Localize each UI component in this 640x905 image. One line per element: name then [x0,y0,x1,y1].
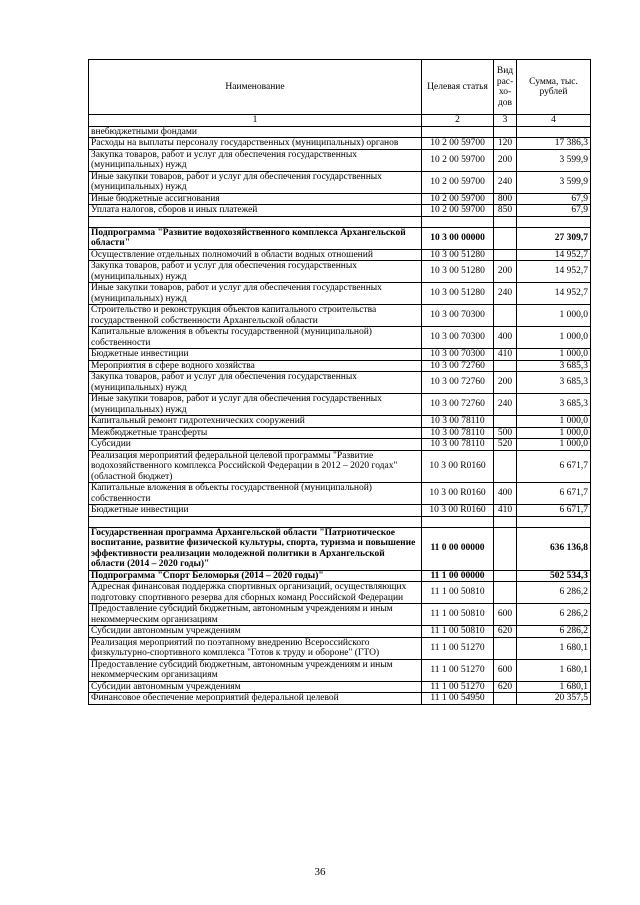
row-name-cell: Мероприятия в сфере водного хозяйства [89,360,422,372]
row-sum-cell: 14 952,7 [517,249,591,261]
row-code-cell: 11 1 00 51270 [422,681,494,693]
table-row [89,394,591,416]
row-name-cell: Закупка товаров, работ и услуг для обеспечения государственных (муниципальных) нужд [89,372,422,394]
row-code-cell: 10 3 00 78110 [422,439,494,451]
row-sum-cell: 3 685,3 [517,360,591,372]
row-name-cell: Субсидии [89,439,422,451]
table-row [89,205,591,217]
row-sum-cell: 3 685,3 [517,394,591,416]
row-code-cell: 10 3 00 00000 [422,227,494,249]
row-sum-cell: 6 671,7 [517,450,591,483]
row-name-cell: Бюджетные инвестиции [89,349,422,361]
row-name-cell: Субсидии автономным учреждениям [89,681,422,693]
row-name-cell: Капитальные вложения в объекты государственной (муниципальной) собственности [89,483,422,505]
column-number-row [89,115,591,127]
table-row [89,527,591,570]
row-code-cell: 11 1 00 50810 [422,604,494,626]
row-code-cell: 10 3 00 78110 [422,416,494,428]
table-row [89,416,591,428]
row-name-cell: Подпрограмма "Развитие водохозяйственного комплекса Архангельской области" [89,227,422,249]
table-row [89,126,591,138]
header-sum: Сумма, тыс. рублей [517,60,591,115]
table-row [89,171,591,193]
row-code-cell: 10 3 00 72760 [422,360,494,372]
row-name-cell: Уплата налогов, сборов и иных платежей [89,205,422,217]
row-vid-cell [494,126,517,138]
row-name-cell: Реализация мероприятий федеральной целевой программы "Развитие водохозяйственного комплекса Российской Федерации в 2012 – 2020 годах" (областной бюджет) [89,450,422,483]
row-sum-cell: 502 534,3 [517,570,591,582]
row-sum-cell: 1 000,0 [517,349,591,361]
row-code-cell: 10 3 00 51280 [422,283,494,305]
row-sum-cell: 1 000,0 [517,439,591,451]
row-vid-cell: 120 [494,138,517,150]
column-number: 4 [517,115,591,127]
row-sum-cell: 1 680,1 [517,659,591,681]
row-sum-cell: 6 286,2 [517,626,591,638]
empty-cell [494,216,517,227]
row-vid-cell [494,416,517,428]
row-code-cell: 10 3 00 72760 [422,394,494,416]
row-name-cell: Предоставление субсидий бюджетным, автономным учреждениям и иным некоммерческим организациям [89,604,422,626]
table-row [89,427,591,439]
row-vid-cell: 400 [494,327,517,349]
row-sum-cell: 27 309,7 [517,227,591,249]
row-code-cell: 10 3 00 51280 [422,249,494,261]
row-vid-cell: 410 [494,505,517,517]
row-name-cell: Предоставление субсидий бюджетным, автономным учреждениям и иным некоммерческим организациям [89,659,422,681]
page-number: 36 [314,866,326,878]
table-row [89,604,591,626]
row-name-cell: Закупка товаров, работ и услуг для обеспечения государственных (муниципальных) нужд [89,149,422,171]
row-name-cell: Адресная финансовая поддержка спортивных организаций, осуществляющих подготовку спортивного резерва для сборных команд Российской Федерации [89,582,422,604]
row-name-cell: Расходы на выплаты персоналу государственных (муниципальных) органов [89,138,422,150]
row-sum-cell: 3 599,9 [517,149,591,171]
row-code-cell: 10 3 00 R0160 [422,505,494,517]
row-vid-cell [494,637,517,659]
row-name-cell: Капитальный ремонт гидротехнических сооружений [89,416,422,428]
row-name-cell: Государственная программа Архангельской области "Патриотическое воспитание, развитие физической культуры, спорта, туризма и повышение эффективности реализации молодежной политики в Архангельской области (2014 – 2020 годы)" [89,527,422,570]
column-number: 1 [89,115,422,127]
spacer-row [89,516,591,527]
table-row [89,360,591,372]
table-row [89,372,591,394]
table-row [89,305,591,327]
row-sum-cell: 6 286,2 [517,604,591,626]
row-vid-cell: 200 [494,261,517,283]
row-code-cell: 11 0 00 00000 [422,527,494,570]
row-code-cell: 10 3 00 70300 [422,327,494,349]
row-name-cell: Капитальные вложения в объекты государственной (муниципальной) собственности [89,327,422,349]
row-code-cell: 10 2 00 59700 [422,149,494,171]
row-code-cell: 11 1 00 00000 [422,570,494,582]
row-sum-cell: 6 286,2 [517,582,591,604]
row-sum-cell: 1 000,0 [517,416,591,428]
row-vid-cell [494,693,517,705]
row-vid-cell: 800 [494,193,517,205]
table-row [89,570,591,582]
header-name: Наименование [89,60,422,115]
column-number: 2 [422,115,494,127]
table-row [89,659,591,681]
row-vid-cell [494,570,517,582]
row-name-cell: Субсидии автономным учреждениям [89,626,422,638]
row-name-cell: Иные бюджетные ассигнования [89,193,422,205]
table-row [89,327,591,349]
row-code-cell: 10 3 00 R0160 [422,483,494,505]
row-sum-cell: 67,9 [517,193,591,205]
row-sum-cell: 6 671,7 [517,505,591,517]
table-row [89,626,591,638]
row-code-cell: 10 3 00 51280 [422,261,494,283]
row-sum-cell: 636 136,8 [517,527,591,570]
row-vid-cell: 200 [494,372,517,394]
row-code-cell: 11 1 00 50810 [422,626,494,638]
row-vid-cell: 400 [494,483,517,505]
row-code-cell: 10 2 00 59700 [422,171,494,193]
row-sum-cell: 3 599,9 [517,171,591,193]
row-vid-cell: 200 [494,149,517,171]
row-vid-cell: 520 [494,439,517,451]
row-sum-cell: 3 685,3 [517,372,591,394]
row-sum-cell: 1 000,0 [517,327,591,349]
row-vid-cell [494,305,517,327]
row-code-cell: 11 1 00 50810 [422,582,494,604]
empty-cell [517,216,591,227]
empty-cell [422,216,494,227]
row-vid-cell: 500 [494,427,517,439]
row-sum-cell: 1 680,1 [517,681,591,693]
row-code-cell: 10 3 00 70300 [422,349,494,361]
empty-cell [89,216,422,227]
row-sum-cell: 67,9 [517,205,591,217]
row-name-cell: Иные закупки товаров, работ и услуг для обеспечения государственных (муниципальных) нужд [89,394,422,416]
table-row [89,283,591,305]
table-row [89,450,591,483]
row-sum-cell: 14 952,7 [517,261,591,283]
spacer-row [89,216,591,227]
row-vid-cell [494,450,517,483]
row-name-cell: Закупка товаров, работ и услуг для обеспечения государственных (муниципальных) нужд [89,261,422,283]
row-vid-cell [494,227,517,249]
table-row [89,582,591,604]
row-vid-cell [494,249,517,261]
row-code-cell: 10 3 00 R0160 [422,450,494,483]
row-code-cell: 11 1 00 51270 [422,659,494,681]
row-name-cell: Межбюджетные трансферты [89,427,422,439]
row-name-cell: Реализация мероприятий по поэтапному внедрению Всероссийского физкультурно-спортивного комплекса "Готов к труду и обороне" (ГТО) [89,637,422,659]
row-vid-cell: 240 [494,283,517,305]
row-vid-cell: 620 [494,626,517,638]
row-name-cell: Осуществление отдельных полномочий в области водных отношений [89,249,422,261]
row-code-cell: 10 3 00 78110 [422,427,494,439]
table-row [89,227,591,249]
table-row [89,637,591,659]
row-vid-cell: 240 [494,394,517,416]
table-row [89,693,591,705]
row-sum-cell: 1 000,0 [517,427,591,439]
table-row [89,505,591,517]
table-row [89,149,591,171]
row-sum-cell [517,126,591,138]
row-sum-cell: 14 952,7 [517,283,591,305]
row-code-cell: 10 2 00 59700 [422,205,494,217]
table-body [89,126,591,704]
row-sum-cell: 1 000,0 [517,305,591,327]
row-code-cell: 10 3 00 72760 [422,372,494,394]
row-vid-cell [494,527,517,570]
empty-cell [517,516,591,527]
row-vid-cell: 240 [494,171,517,193]
row-name-cell: Подпрограмма "Спорт Беломорья (2014 – 2020 годы)" [89,570,422,582]
row-sum-cell: 1 680,1 [517,637,591,659]
row-code-cell: 11 1 00 51270 [422,637,494,659]
row-code-cell: 10 2 00 59700 [422,138,494,150]
header-row [89,60,591,115]
row-code-cell: 10 3 00 70300 [422,305,494,327]
table-row [89,483,591,505]
row-name-cell: Иные закупки товаров, работ и услуг для обеспечения государственных (муниципальных) нужд [89,283,422,305]
row-name-cell: внебюджетными фондами [89,126,422,138]
empty-cell [89,516,422,527]
row-name-cell: Бюджетные инвестиции [89,505,422,517]
row-code-cell: 11 1 00 54950 [422,693,494,705]
empty-cell [422,516,494,527]
row-vid-cell: 620 [494,681,517,693]
table-row [89,439,591,451]
row-sum-cell: 6 671,7 [517,483,591,505]
row-sum-cell: 20 357,5 [517,693,591,705]
table-row [89,681,591,693]
header-code: Целевая статья [422,60,494,115]
empty-cell [494,516,517,527]
table-row [89,138,591,150]
row-name-cell: Финансовое обеспечение мероприятий федеральной целевой [89,693,422,705]
row-code-cell: 10 2 00 59700 [422,193,494,205]
row-name-cell: Иные закупки товаров, работ и услуг для обеспечения государственных (муниципальных) нужд [89,171,422,193]
row-vid-cell: 600 [494,604,517,626]
row-vid-cell [494,582,517,604]
table-row [89,193,591,205]
table-row [89,249,591,261]
table-row [89,349,591,361]
row-vid-cell [494,360,517,372]
row-vid-cell: 410 [494,349,517,361]
table-row [89,261,591,283]
header-vid: Вид рас-хо-дов [494,60,517,115]
row-sum-cell: 17 386,3 [517,138,591,150]
row-code-cell [422,126,494,138]
row-vid-cell: 600 [494,659,517,681]
row-name-cell: Строительство и реконструкция объектов капитального строительства государственной собственности Архангельской области [89,305,422,327]
row-vid-cell: 850 [494,205,517,217]
column-number: 3 [494,115,517,127]
budget-table [88,59,591,705]
